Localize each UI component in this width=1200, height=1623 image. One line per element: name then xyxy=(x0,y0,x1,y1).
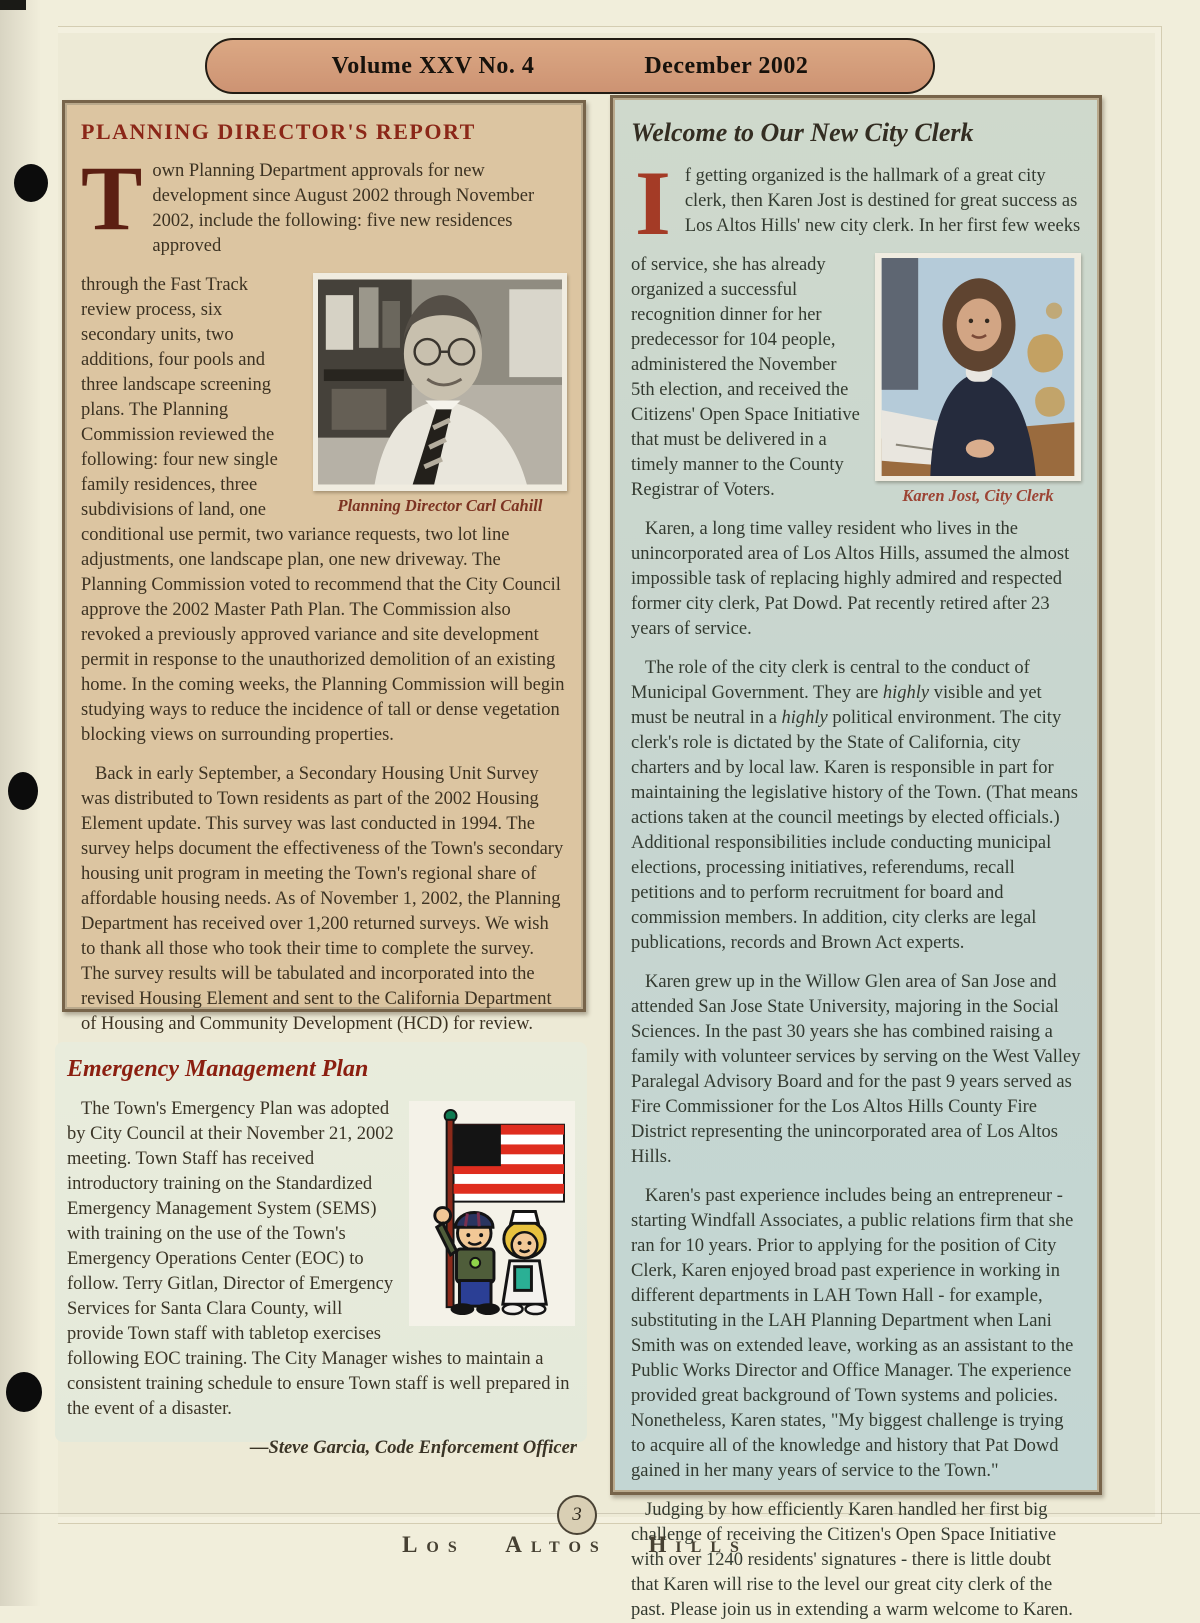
masthead-banner xyxy=(205,38,935,94)
karen-jost-photo xyxy=(875,253,1081,481)
paragraph: Karen's past experience includes being an entrepreneur - starting Windfall Associates, a public relations firm that she ran for 10 years. Prior to applying for the position of City Clerk, Karen enjoyed broad past experience in working in different departments in LAH Town Hall - for example, substituting in the LAH Planning Department when Lani Smith was on extended leave, working as an assistant to the Public Works Director and Office Manager. The experience provided great background of Town systems and policies. Nonetheless, Karen states, "My biggest challenge is trying to acquire all of the knowledge and history that Pat Dowd gained in her many years of service to the Town." xyxy=(631,1186,1074,1481)
karen-jost-photo-figure xyxy=(875,253,1081,506)
emergency-signature: —Steve Garcia, Code Enforcement Officer xyxy=(250,1438,577,1458)
carl-cahill-photo-art xyxy=(318,278,562,486)
paragraph-text: own Planning Department approvals for new development since August 2002 through November 2002, include the following: five new residences approved xyxy=(152,161,535,256)
dropcap-letter: I xyxy=(635,152,671,254)
page-number: 3 xyxy=(572,1504,582,1525)
paragraph-text: The role of the city clerk is central to the conduct of Municipal Government. They are xyxy=(631,658,1030,703)
emphasized-word: highly xyxy=(882,683,930,703)
paragraph xyxy=(631,656,1081,956)
paragraph: Karen, a long time valley resident who lives in the unincorporated area of Los Altos Hills, assumed the almost impossible task of replacing highly admired and respected former city clerk, Pat Dowd. Pat recently retired after 23 years of service. xyxy=(631,519,1070,639)
karen-jost-photo-art xyxy=(880,258,1076,476)
paragraph: The Town's Emergency Plan was adopted by City Council at their November 21, 2002 meeting. Town Staff has received introductory training on the Standardized Emergency Management System (SEMS) with training on the use of the Town's Emergency Operations Center (EOC) to follow. Terry Gitlan, Director of Emergency Services for Santa Clara County, will provide Town staff with tabletop exercises following EOC training. The City Manager wishes to maintain a consistent training schedule to ensure Town staff is well prepared in the event of a disaster. xyxy=(67,1099,570,1419)
paragraph: through the Fast Track review process, six secondary units, two additions, four pools and three landscape screening plans. The Planning Commission reviewed the following: four new single family residences, three subdivisions of land, one conditional use permit, two variance requests, two lot line adjustments, one landscape plan, one new driveway. The Planning Commission voted to recommend that the City Council approve the 2002 Master Path Plan. The Commission also revoked a previously approved variance and site development permit in response to the unauthorized demolition of an existing home. In the coming weeks, the Planning Commission will begin studying ways to reduce the incidence of tall or dense vegetation blocking views on surrounding properties. xyxy=(81,275,565,745)
paragraph-text: f getting organized is the hallmark of a great city clerk, then Karen Jost is destined for great success as Los Altos Hills' new city clerk. In her first few weeks xyxy=(684,166,1081,236)
carl-cahill-photo xyxy=(313,273,567,491)
paragraph: Judging by how efficiently Karen handled her first big challenge of receiving the Citizen's Open Space Initiative with over 1240 residents' signatures - there is little doubt that Karen will rise to the level our great city clerk of the past. Please join us in extending a warm welcome to Karen. xyxy=(631,1500,1073,1620)
paragraph xyxy=(81,147,567,259)
footer-town-name: Los Altos Hills xyxy=(402,1532,748,1557)
masthead-volume: Volume XXV No. 4 xyxy=(331,52,535,79)
page-number-badge xyxy=(557,1495,597,1535)
scan-corner-artifact xyxy=(0,0,26,10)
carl-cahill-photo-figure xyxy=(313,273,567,516)
paragraph-text: political environment. The city clerk's role is dictated by the State of California, city charters and by local law. Karen is responsible in part for maintaining the legislative history of the Town. (That means actions taken at the council meetings by elected officials.) Additional responsibilities include conducting municipal elections, processing initiatives, referendums, recall petitions and to perform recruitment for board and commission members. In addition, city clerks are legal publications, records and Brown Act experts. xyxy=(631,708,1078,953)
emergency-plan-title: Emergency Management Plan xyxy=(67,1056,369,1082)
paragraph: Back in early September, a Secondary Housing Unit Survey was distributed to Town residents as part of the 2002 Housing Element update. This survey was last conducted in 1994. The survey helps document the effectiveness of the Town's secondary housing unit program in meeting the Town's regional share of affordable housing needs. As of November 1, 2002, the Planning Department has received over 1,200 returned surveys. We wish to thank all those who took their time to complete the survey. The survey results will be tabulated and incorporated into the revised Housing Element and sent to the California Department of Housing and Community Development (HCD) for review. xyxy=(81,764,564,1034)
emergency-clipart-figure xyxy=(409,1101,575,1326)
planning-report-title: PLANNING DIRECTOR'S REPORT xyxy=(81,119,476,144)
emergency-workers-flag-clipart xyxy=(413,1105,571,1317)
paragraph: Karen grew up in the Willow Glen area of San Jose and attended San Jose State University, majoring in the Social Sciences. In the past 30 years she has combined raising a family with volunteer services by serving on the West Valley Paralegal Advisory Board and for the past 9 years served as Fire Commissioner for the Los Altos Hills County Fire District representing the unincorporated area of Los Altos Hills. xyxy=(631,972,1081,1167)
planning-report-article xyxy=(62,100,586,1034)
footer-rule xyxy=(0,1513,1200,1514)
punch-hole xyxy=(14,164,48,202)
carl-cahill-photo-caption: Planning Director Carl Cahill xyxy=(337,496,543,515)
dropcap-letter: T xyxy=(81,147,143,249)
emergency-plan-section xyxy=(55,1042,587,1458)
paragraph: of service, she has already organized a successful recognition dinner for her predecessor for 104 people, administered the November 5th election, and received the Citizens' Open Space Initiative that must be delivered in a timely manner to the County Registrar of Voters. xyxy=(631,255,860,500)
karen-jost-photo-caption: Karen Jost, City Clerk xyxy=(902,486,1054,505)
city-clerk-title: Welcome to Our New City Clerk xyxy=(631,118,974,147)
emphasized-word: highly xyxy=(781,708,828,728)
city-clerk-article xyxy=(610,95,1102,1620)
masthead-date: December 2002 xyxy=(644,52,809,79)
paragraph xyxy=(631,152,1081,254)
punch-hole xyxy=(8,772,38,810)
punch-hole xyxy=(6,1372,42,1412)
paragraph-text: visible and yet must be neutral in a xyxy=(631,683,1042,728)
